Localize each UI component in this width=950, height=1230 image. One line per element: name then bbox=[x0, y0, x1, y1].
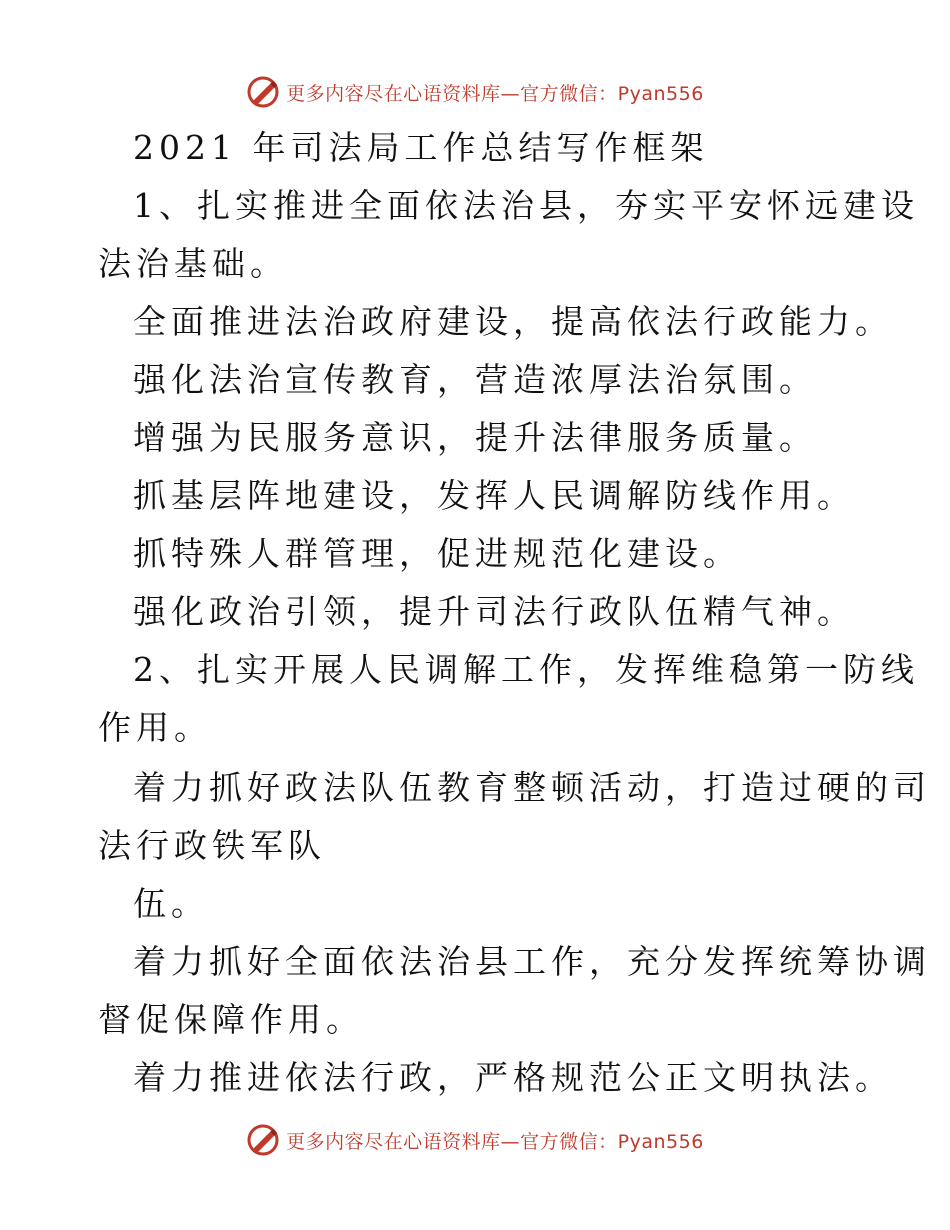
paragraph-line: 伍。 bbox=[133, 884, 209, 923]
pen-logo-icon bbox=[246, 1123, 280, 1157]
document-title: 2021 年司法局工作总结写作框架 bbox=[133, 128, 709, 167]
paragraph-line: 全面推进法治政府建设，提高依法行政能力。 bbox=[133, 302, 893, 341]
header-watermark bbox=[0, 72, 950, 112]
paragraph-line: 法行政铁军队 bbox=[98, 826, 326, 865]
paragraph-line: 着力推进依法行政，严格规范公正文明执法。 bbox=[133, 1058, 893, 1097]
header-watermark-text: 更多内容尽在心语资料库—官方微信：Pyan556 bbox=[286, 82, 704, 105]
paragraph-line: 2、扎实开展人民调解工作，发挥维稳第一防线 bbox=[133, 650, 919, 689]
paragraph-line: 督促保障作用。 bbox=[98, 1000, 364, 1039]
paragraph-line: 增强为民服务意识，提升法律服务质量。 bbox=[133, 418, 817, 457]
paragraph-line: 1、扎实推进全面依法治县，夯实平安怀远建设 bbox=[133, 186, 919, 225]
paragraph-line: 作用。 bbox=[98, 708, 212, 747]
pen-logo-icon bbox=[246, 75, 280, 109]
paragraph-line: 抓特殊人群管理，促进规范化建设。 bbox=[133, 534, 741, 573]
paragraph-line: 着力抓好全面依法治县工作，充分发挥统筹协调 bbox=[133, 942, 931, 981]
paragraph-line: 着力抓好政法队伍教育整顿活动，打造过硬的司 bbox=[133, 768, 931, 807]
paragraph-line: 抓基层阵地建设，发挥人民调解防线作用。 bbox=[133, 476, 855, 515]
footer-watermark bbox=[0, 1120, 950, 1160]
paragraph-line: 法治基础。 bbox=[98, 244, 288, 283]
footer-watermark-text: 更多内容尽在心语资料库—官方微信：Pyan556 bbox=[286, 1130, 704, 1153]
paragraph-line: 强化法治宣传教育，营造浓厚法治氛围。 bbox=[133, 360, 817, 399]
paragraph-line: 强化政治引领，提升司法行政队伍精气神。 bbox=[133, 592, 855, 631]
